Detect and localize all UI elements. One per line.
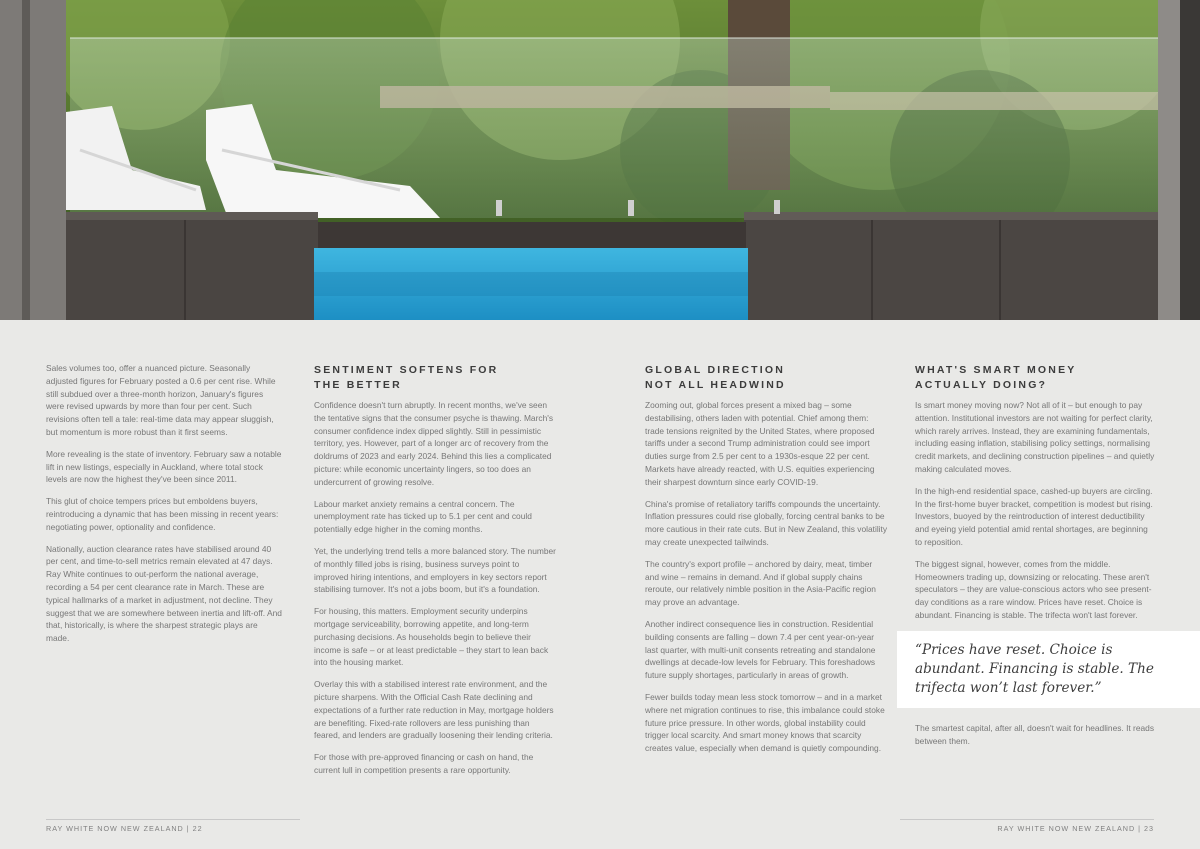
paragraph: Nationally, auction clearance rates have stabilised around 40 per cent, and time-to-sell metrics remain elevated at 47 days. Ray White continues to out-perform the national average, recording a 54 per cent clearance rate in March. These are typical hallmarks of a market in adjustment, not decline. They suggest that we are somewhere between inertia and lift-off. And that, historically, is where the sharpest strategic plays are made.: [46, 543, 282, 644]
footer-right: RAY WHITE NOW NEW ZEALAND | 23: [997, 824, 1154, 833]
heading-line: SENTIMENT SOFTENS FOR: [314, 364, 499, 376]
column-2: [314, 360, 556, 786]
paragraph: The country's export profile – anchored by dairy, meat, timber and wine – remains in demand. And if global supply chains reroute, our relatively nimble position in the Asia-Pacific region may prove an advantage.: [645, 558, 876, 608]
paragraph: This glut of choice tempers prices but emboldens buyers, reintroducing a dynamic that has been missing in recent years: negotiating power, optionality and confidence.: [46, 496, 279, 532]
hero-photo: [0, 0, 1200, 320]
paragraph: For those with pre-approved financing or cash on hand, the current lull in competition presents a rare opportunity.: [314, 752, 534, 775]
paragraph: Yet, the underlying trend tells a more balanced story. The number of monthly filled jobs is rising, business surveys point to improved hiring intentions, and employers in key sectors report stabilising turnover. It's not a jobs boom, but it's a foundation.: [314, 545, 556, 595]
pull-quote: “Prices have reset. Choice is abundant. Financing is stable. The trifecta won’t last forever.”: [897, 631, 1200, 709]
paragraph: Sales volumes too, offer a nuanced picture. Seasonally adjusted figures for February posted a 0.6 per cent rise. While still subdued over a three-month horizon, January's figures were revised upwards by more than four per cent. Such revisions often tell a tale: real-time data may appear sluggish, but momentum is more robust than it first seems.: [46, 363, 276, 437]
section-heading: [915, 363, 1157, 393]
paragraph: Is smart money moving now? Not all of it – but enough to pay attention. Institutional investors are not waiting for perfect clarity, which rarely arrives. Instead, they are examining fundamentals, including easing inflation, stabilising policy settings, normalising credit markets, and declining construction pipelines – and quietly making calculated moves.: [915, 400, 1155, 474]
paragraph: Fewer builds today mean less stock tomorrow – and in a market where net migration continues to rise, this imbalance could stoke future price pressure. In other words, global instability could trigger local scarcity. And smart money knows that scarcity creates value, especially when demand is quietly compounding.: [645, 691, 885, 754]
heading-line: NOT ALL HEADWIND: [645, 379, 786, 391]
heading-line: WHAT'S SMART MONEY: [915, 364, 1077, 376]
paragraph: Labour market anxiety remains a central concern. The unemployment rate has ticked up to 5.1 per cent and could potentially edge higher in the coming months.: [314, 498, 532, 535]
heading-line: THE BETTER: [314, 379, 402, 391]
section-heading: [645, 363, 888, 393]
paragraph: For housing, this matters. Employment security underpins mortgage serviceability, borrowing appetite, and long-term purchasing decisions. As households begin to believe their income is safe – or at least predictable – they start to lean back into the housing market.: [314, 606, 549, 668]
footer-divider-left: [46, 819, 300, 820]
footer-divider-right: [900, 819, 1154, 820]
paragraph: More revealing is the state of inventory. February saw a notable lift in new listings, especially in Auckland, where total stock levels are now the highest they've been since 2011.: [46, 448, 282, 485]
heading-line: GLOBAL DIRECTION: [645, 364, 786, 376]
column-1: [46, 362, 282, 654]
paragraph: China's promise of retaliatory tariffs compounds the uncertainty. Inflation pressures could rise globally, forcing central banks to be more cautious in their rate cuts. But in New Zealand, this volatility may create unexpected tailwinds.: [645, 498, 888, 547]
paragraph: Overlay this with a stabilised interest rate environment, and the picture sharpens. With the Official Cash Rate declining and expectations of a further rate reduction in May, mortgage holders are benefiting. Fixed-rate rollovers are less punishing than feared, and lenders are gradually loosening their lending criteria.: [314, 679, 554, 741]
column-3: [645, 360, 888, 764]
paragraph: The smartest capital, after all, doesn't wait for headlines. It reads between them.: [915, 723, 1155, 747]
poolside-illustration: [0, 0, 1200, 320]
paragraph: Confidence doesn't turn abruptly. In recent months, we've seen the tentative signs that the consumer psyche is thawing. March's consumer confidence index dipped slightly. Still in pessimistic territory, yes. However, part of a longer arc of recovery from the doldrums of 2023 and early 2024. Behind this lies a complicated picture: while economic uncertainty lingers, so too does an undercurrent of growing resolve.: [314, 400, 554, 487]
footer-left: RAY WHITE NOW NEW ZEALAND | 22: [46, 824, 203, 833]
paragraph: Another indirect consequence lies in construction. Residential building consents are falling – down 7.4 per cent year-on-year last quarter, with multi-unit consents retreating and standalone dwellings at decade-low levels for February. This foreshadows future supply shortages, particularly in areas of growth.: [645, 618, 876, 681]
section-heading: [314, 363, 556, 393]
paragraph: The biggest signal, however, comes from the middle. Homeowners trading up, downsizing or relocating. These aren't speculators – they are value-conscious actors who see present-day conditions as a rare window. Prices have reset. Choice is abundant. Financing is stable. The trifecta won't last forever.: [915, 558, 1152, 620]
heading-line: ACTUALLY DOING?: [915, 379, 1048, 391]
paragraph: Zooming out, global forces present a mixed bag – some destabilising, others laden with potential. Chief among them: trade tensions reignited by the United States, where proposed tariffs under a second Trump administration could see import duties surge from 2.5 per cent to a 1930s-esque 22 per cent. Markets have already reacted, with U.S. equities experiencing their sharpest downturn since early COVID-19.: [645, 400, 875, 487]
paragraph: In the high-end residential space, cashed-up buyers are circling. In the first-home buyer bracket, competition is modest but rising. Investors, buoyed by the reintroduction of interest deductibility and eyeing yield potential amid rental shortages, are beginning to reposition.: [915, 485, 1153, 547]
column-4: [915, 360, 1157, 757]
